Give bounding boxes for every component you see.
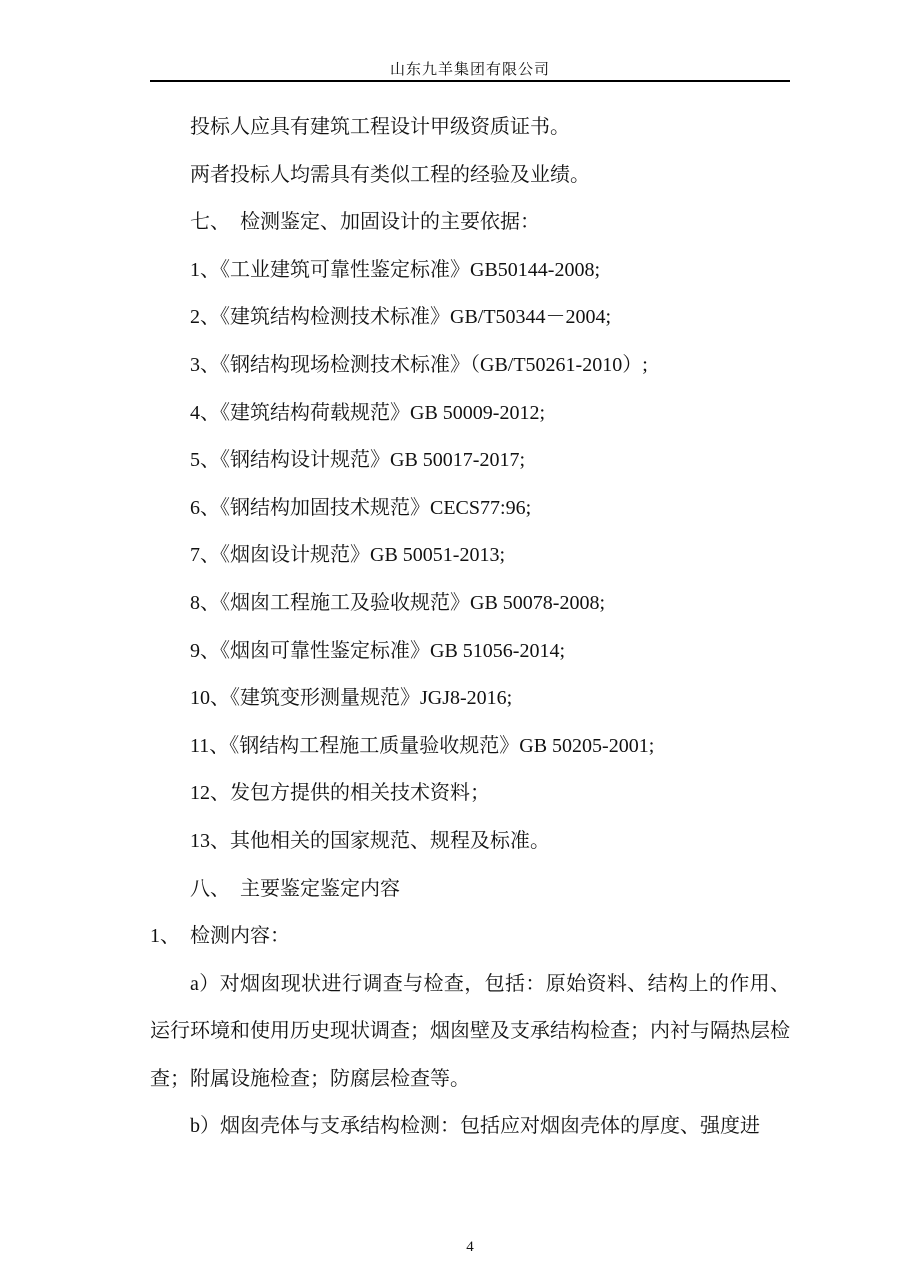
sub-heading: 1、 检测内容： xyxy=(150,925,290,948)
list-item: 10、《建筑变形测量规范》JGJ8-2016; xyxy=(190,687,513,710)
header-rule xyxy=(150,80,790,82)
list-item: 12、发包方提供的相关技术资料； xyxy=(190,782,490,805)
paragraph: 两者投标人均需具有类似工程的经验及业绩。 xyxy=(190,163,590,186)
list-item: 5、《钢结构设计规范》GB 50017-2017; xyxy=(190,449,525,472)
list-item: 8、《烟囱工程施工及验收规范》GB 50078-2008; xyxy=(190,591,605,614)
paragraph: b）烟囱壳体与支承结构检测：包括应对烟囱壳体的厚度、强度进 xyxy=(190,1115,760,1138)
list-item: 2、《建筑结构检测技术标准》GB/T50344－2004; xyxy=(190,306,612,329)
page-number: 4 xyxy=(466,1239,474,1255)
list-item: 9、《烟囱可靠性鉴定标准》GB 51056-2014; xyxy=(190,639,565,662)
section-heading: 八、 主要鉴定鉴定内容 xyxy=(190,877,400,900)
list-item: 7、《烟囱设计规范》GB 50051-2013; xyxy=(190,544,505,567)
list-item: 11、《钢结构工程施工质量验收规范》GB 50205-2001; xyxy=(190,734,655,757)
paragraph: a）对烟囱现状进行调查与检查，包括：原始资料、结构上的作用、运行环境和使用历史现状调查；烟囱壁及支承结构检查；内衬与隔热层检查；附属设施检查；防腐层检查等。 xyxy=(150,972,790,1090)
document-body xyxy=(150,104,790,1151)
header-company-name: 山东九羊集团有限公司 xyxy=(389,62,550,78)
list-item: 1、《工业建筑可靠性鉴定标准》GB50144-2008; xyxy=(190,258,600,281)
list-item: 6、《钢结构加固技术规范》CECS77:96; xyxy=(190,496,532,519)
section-heading: 七、 检测鉴定、加固设计的主要依据： xyxy=(190,211,540,234)
list-item: 3、《钢结构现场检测技术标准》（GB/T50261-2010）; xyxy=(190,353,648,376)
list-item: 4、《建筑结构荷载规范》GB 50009-2012; xyxy=(190,401,545,424)
paragraph: 投标人应具有建筑工程设计甲级资质证书。 xyxy=(190,116,570,138)
list-item: 13、其他相关的国家规范、规程及标准。 xyxy=(190,829,550,852)
